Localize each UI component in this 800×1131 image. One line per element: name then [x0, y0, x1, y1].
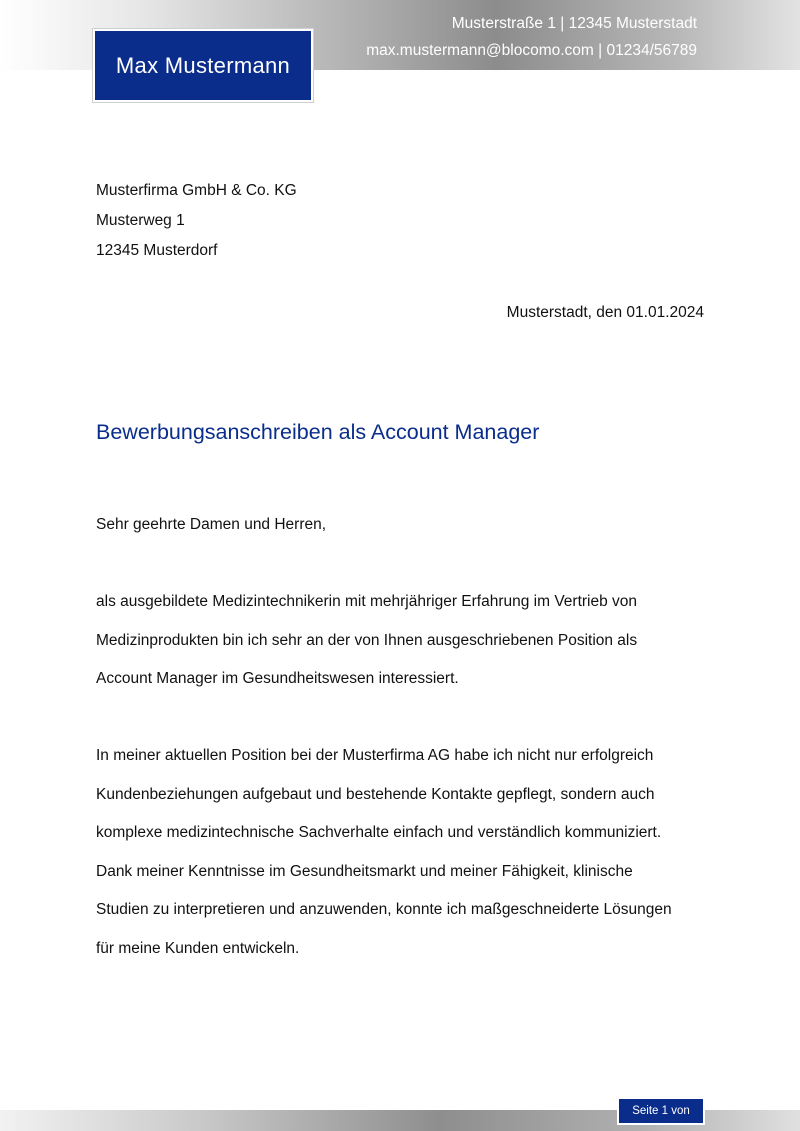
recipient-company: Musterfirma GmbH & Co. KG: [96, 182, 297, 199]
salutation: Sehr geehrte Damen und Herren,: [96, 516, 327, 533]
paragraph-line: als ausgebildete Medizintechnikerin mit mehrjähriger Erfahrung im Vertrieb von: [96, 593, 638, 610]
recipient-address: [96, 176, 297, 266]
page-number-badge: [617, 1097, 705, 1125]
paragraph-line: Kundenbeziehungen aufgebaut und bestehende Kontakte gepflegt, sondern auch: [96, 785, 655, 803]
sender-name: Max Mustermann: [115, 52, 291, 78]
sender-email-phone: max.mustermann@blocomo.com | 01234/56789: [366, 42, 697, 59]
sender-address: Musterstraße 1 | 12345 Musterstadt: [451, 15, 697, 32]
paragraph-line: komplexe medizintechnische Sachverhalte einfach und verständlich kommuniziert.: [96, 824, 662, 841]
paragraph-line: Dank meiner Kenntnisse im Gesundheitsmarkt und meiner Fähigkeit, klinische: [96, 862, 633, 880]
paragraph-line: für meine Kunden entwickeln.: [96, 939, 300, 957]
body-paragraph: [96, 737, 706, 968]
paragraph-line: In meiner aktuellen Position bei der Musterfirma AG habe ich nicht nur erfolgreich: [96, 747, 654, 764]
letter-subject: Bewerbungsanschreiben als Account Manager: [96, 420, 540, 444]
paragraph-line: Studien zu interpretieren und anzuwenden, konnte ich maßgeschneiderte Lösungen: [96, 901, 672, 918]
recipient-city: 12345 Musterdorf: [96, 242, 218, 259]
recipient-street: Musterweg 1: [96, 212, 185, 229]
paragraph-line: Account Manager im Gesundheitswesen interessiert.: [96, 670, 459, 687]
page-number-label: Seite 1 von: [632, 1105, 690, 1117]
body-paragraph: [96, 583, 706, 699]
place-date: Musterstadt, den 01.01.2024: [506, 304, 704, 321]
sender-contact: [366, 10, 697, 64]
sender-name-box: [93, 29, 313, 102]
paragraph-line: Medizinprodukten bin ich sehr an der von Ihnen ausgeschriebenen Position als: [96, 631, 638, 649]
